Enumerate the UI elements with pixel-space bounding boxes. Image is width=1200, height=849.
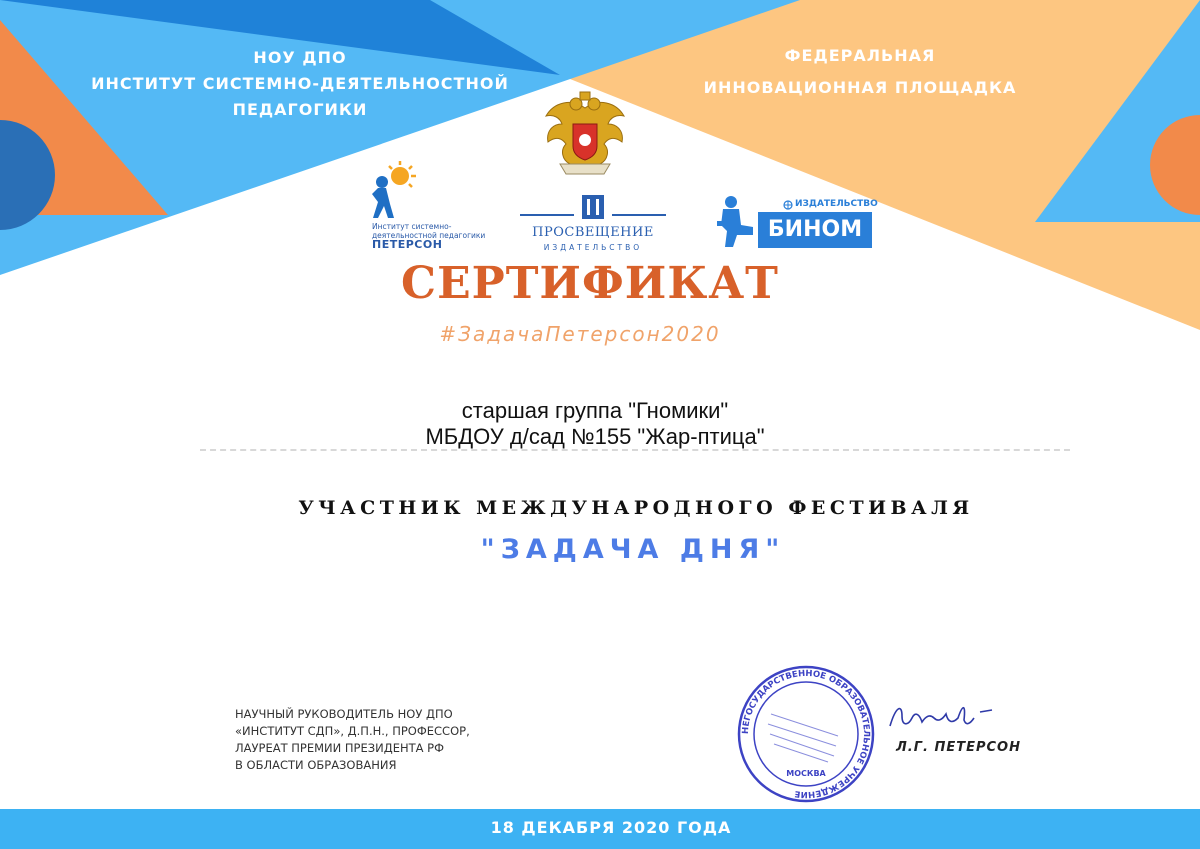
director-line-3: ЛАУРЕАТ ПРЕМИИ ПРЕЗИДЕНТА РФ bbox=[235, 741, 445, 755]
globe-icon bbox=[783, 200, 793, 210]
coat-of-arms-icon bbox=[540, 90, 630, 186]
peterson-small-line-2: деятельностной педагогики bbox=[372, 231, 486, 240]
hashtag: #ЗадачаПетерсон2020 bbox=[439, 322, 721, 346]
signature-icon bbox=[886, 696, 996, 736]
stamp-icon bbox=[736, 664, 876, 804]
recipient-line-2: МБДОУ д/сад №155 "Жар-птица" bbox=[425, 424, 765, 449]
federal-line-1: ФЕДЕРАЛЬНАЯ bbox=[784, 46, 936, 65]
institute-line-2: ИНСТИТУТ СИСТЕМНО-ДЕЯТЕЛЬНОСТНОЙ bbox=[91, 74, 509, 93]
recipient-line-1: старшая группа "Гномики" bbox=[461, 398, 729, 423]
director-position bbox=[235, 706, 470, 774]
institute-line-1: НОУ ДПО bbox=[253, 48, 347, 67]
certificate-title: СЕРТИФИКАТ bbox=[401, 258, 779, 309]
stamp-city: МОСКВА bbox=[786, 769, 826, 778]
institute-header bbox=[90, 45, 510, 123]
stamp-text: НЕГОСУДАРСТВЕННОЕ ОБРАЗОВАТЕЛЬНОЕ УЧРЕЖДЕНИЕ bbox=[740, 668, 872, 800]
peterson-logo-name: ПЕТЕРСОН bbox=[372, 238, 443, 251]
festival-name: "ЗАДАЧА ДНЯ" bbox=[480, 534, 786, 565]
institute-line-3: ПЕДАГОГИКИ bbox=[232, 100, 368, 119]
certificate-date: 18 ДЕКАБРЯ 2020 ГОДА bbox=[490, 818, 732, 837]
book-icon bbox=[520, 193, 666, 223]
director-line-2: «ИНСТИТУТ СДП», Д.П.Н., ПРОФЕССОР, bbox=[235, 724, 470, 738]
participant-status: УЧАСТНИК МЕЖДУНАРОДНОГО ФЕСТИВАЛЯ bbox=[298, 497, 974, 519]
prosveshchenie-name: ПРОСВЕЩЕНИЕ bbox=[532, 225, 654, 240]
director-line-4: В ОБЛАСТИ ОБРАЗОВАНИЯ bbox=[235, 758, 397, 772]
director-line-1: НАУЧНЫЙ РУКОВОДИТЕЛЬ НОУ ДПО bbox=[235, 707, 453, 721]
binom-name: БИНОМ bbox=[758, 212, 872, 248]
prosveshchenie-sub: ИЗДАТЕЛЬСТВО bbox=[543, 243, 643, 252]
federal-platform-header bbox=[690, 40, 1030, 104]
binom-top-label: ИЗДАТЕЛЬСТВО bbox=[795, 199, 878, 209]
federal-line-2: ИННОВАЦИОННАЯ ПЛОЩАДКА bbox=[703, 78, 1017, 97]
signatory-name: Л.Г. ПЕТЕРСОН bbox=[896, 740, 1021, 755]
peterson-small-line-1: Институт системно- bbox=[372, 222, 452, 231]
child-sun-icon bbox=[370, 160, 420, 222]
recipient-underline bbox=[200, 449, 1070, 451]
reading-person-icon bbox=[715, 195, 755, 247]
